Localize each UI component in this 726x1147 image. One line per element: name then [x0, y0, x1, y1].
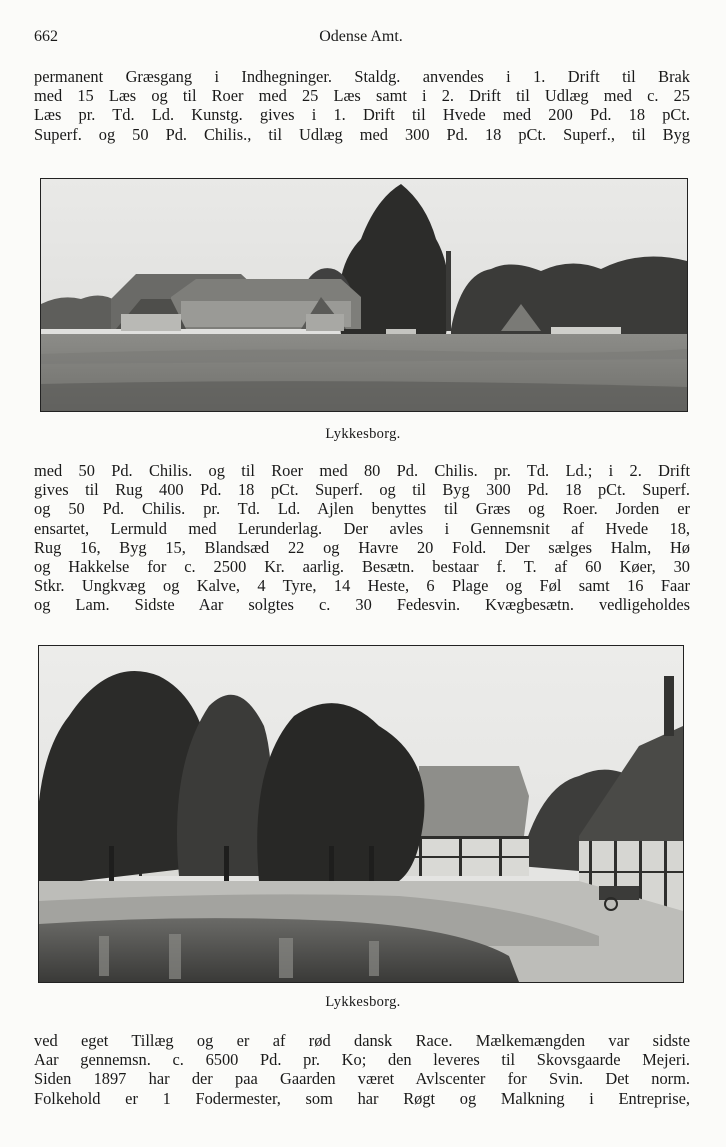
text-line: permanent Græsgang i Indhegninger. Staldg. anvendes i 1. Drift til Brak [34, 67, 690, 86]
paragraph-3 [34, 1031, 690, 1108]
text-line: Superf. og 50 Pd. Chilis., til Udlæg med 300 Pd. 18 pCt. Superf., til Byg [34, 124, 690, 144]
photo-farmyard [38, 645, 684, 983]
photo-farm-fields [40, 178, 688, 412]
text-line: gives til Rug 400 Pd. 18 pCt. Superf. og til Byg 300 Pd. 18 pCt. Superf. [34, 480, 690, 500]
text-line: og 50 Pd. Chilis. pr. Td. Ld. Ajlen benyttes til Græs og Roer. Jorden er [34, 499, 690, 519]
paragraph-2 [34, 461, 690, 615]
text-line: Læs pr. Td. Ld. Kunstg. gives i 1. Drift til Hvede med 200 Pd. 18 pCt. [34, 105, 690, 125]
text-line: Aar gennemsn. c. 6500 Pd. pr. Ko; den leveres til Skovsgaarde Mejeri. [34, 1050, 690, 1070]
paragraph-1 [34, 67, 690, 144]
photo-caption: Lykkesborg. [325, 426, 401, 442]
text-line: med 15 Læs og til Roer med 25 Læs samt i 2. Drift til Udlæg med c. 25 [34, 86, 690, 106]
text-line: Rug 16, Byg 15, Blandsæd 22 og Havre 20 Fold. Der sælges Halm, Hø [34, 537, 690, 557]
page-number: 662 [34, 28, 58, 45]
text-line: Stkr. Ungkvæg og Kalve, 4 Tyre, 14 Heste, 6 Plage og Føl samt 16 Faar [34, 576, 690, 596]
text-line: og Lam. Sidste Aar solgtes c. 30 Fedesvin. Kvægbesætn. vedligeholdes [34, 595, 690, 615]
farmyard-photo-image [39, 646, 683, 982]
text-line: med 50 Pd. Chilis. og til Roer med 80 Pd. Chilis. pr. Td. Ld.; i 2. Drift [34, 461, 690, 480]
text-line: og Hakkelse for c. 2500 Kr. aarlig. Besætn. bestaar f. T. af 60 Køer, 30 [34, 557, 690, 577]
page-header [34, 28, 688, 50]
text-line: Siden 1897 har der paa Gaarden været Avlscenter for Svin. Det norm. [34, 1069, 690, 1089]
text-line: ensartet, Lermuld med Lerunderlag. Der avles i Gennemsnit af Hvede 18, [34, 518, 690, 538]
photo-caption: Lykkesborg. [325, 994, 401, 1010]
running-title: Odense Amt. [319, 28, 403, 45]
text-line: ved eget Tillæg og er af rød dansk Race. Mælkemængden var sidste [34, 1031, 690, 1050]
farm-fields-photo-image [41, 179, 687, 411]
text-line: Folkehold er 1 Fodermester, som har Røgt og Malkning i Entreprise, [34, 1088, 690, 1108]
